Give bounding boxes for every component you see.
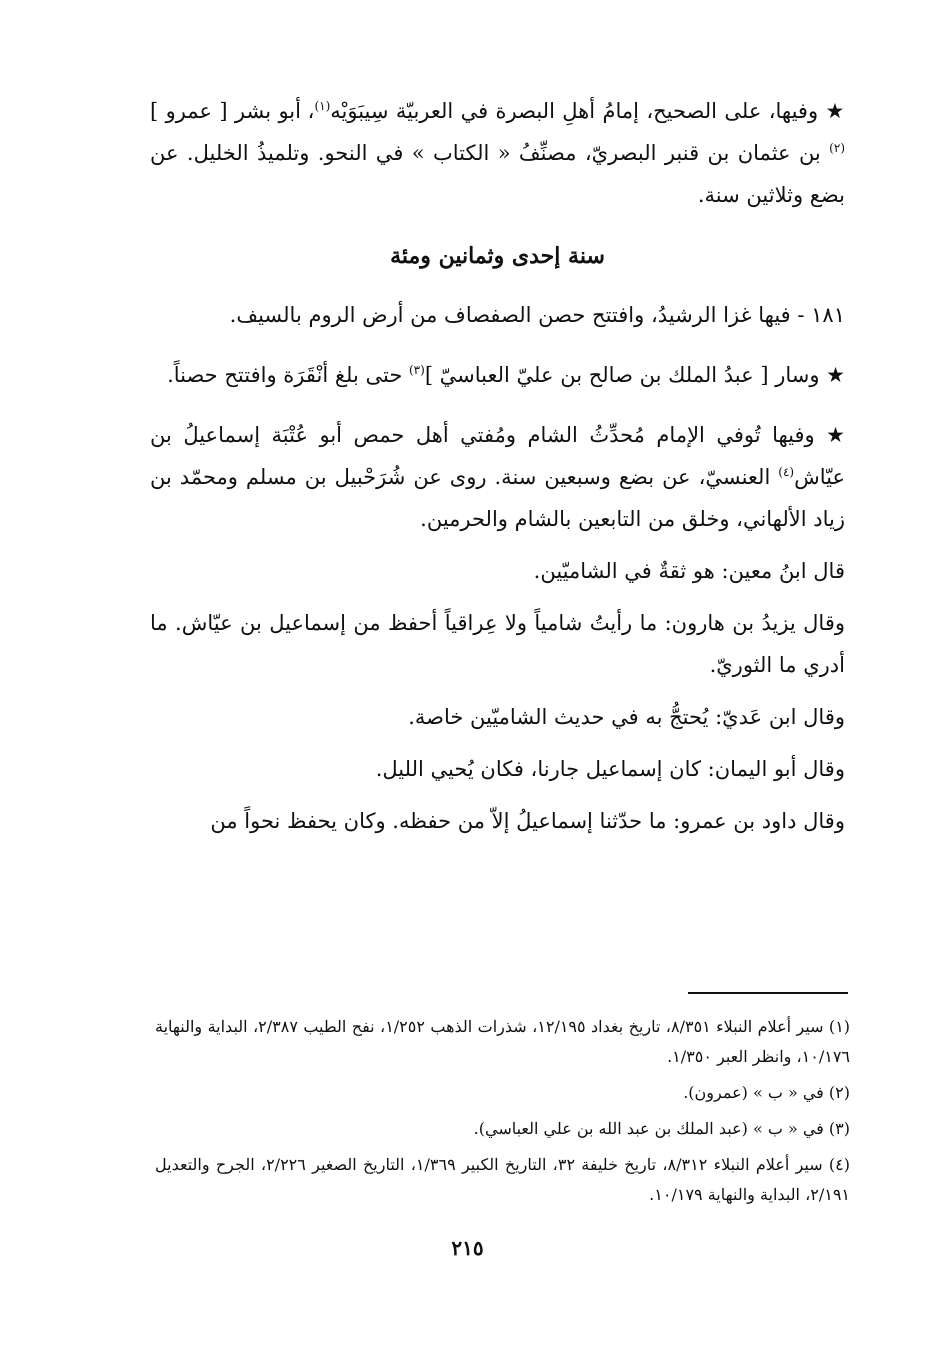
main-text	[150, 90, 845, 842]
footnote-divider	[688, 992, 848, 994]
quote-ibn-adi: وقال ابن عَديّ: يُحتجُّ به في حديث الشاميّين خاصة.	[408, 705, 845, 729]
paragraph-ismail	[150, 414, 845, 540]
footnote-ref: (٢)	[829, 141, 845, 155]
footnote-2: (٢) في « ب » (عمرون).	[683, 1083, 850, 1102]
text: حتى بلغ أنْقَرَة وافتتح حصناً.	[167, 363, 409, 387]
paragraph-sibawayh	[150, 90, 845, 216]
section-heading: سنة إحدى وثمانين ومئة	[390, 243, 605, 269]
footnote-4: (٤) سير أعلام النبلاء ٨/٣١٢، تاريخ خليفة ٣٢، التاريخ الكبير ١/٣٦٩، التاريخ الصغير ٢/٢٢٦، الجرح والتعديل ٢/١٩١، البداية والنهاية ١٠/١٧٩.	[155, 1155, 851, 1204]
text: ، أبو بشر [ عمرو ]	[150, 99, 315, 123]
footnote-3: (٣) في « ب » (عبد الملك بن عبد الله بن علي العباسي).	[473, 1119, 850, 1138]
footnote-ref: (٣)	[408, 363, 425, 377]
footnote-ref: (١)	[314, 99, 331, 113]
footnote-ref: (٤)	[778, 465, 795, 479]
text: ★ وفيها تُوفي الإمام مُحدِّثُ الشام ومُفتي أهل حمص أبو عُتْبَة إسماعيلُ بن عيّاش	[150, 423, 845, 489]
text: ★ وفيها، على الصحيح، إمامُ أهلِ البصرة في العربيّة سِيبَوَيْه	[330, 99, 845, 123]
paragraph-abd-al-malik	[150, 354, 845, 396]
footnotes	[155, 1012, 850, 1216]
text: بن عثمان بن قنبر البصريّ، مصنِّفُ « الكتاب » في النحو. وتلميذُ الخليل. عن بضع وثلاثين سنة.	[150, 141, 845, 207]
quote-dawud: وقال داود بن عمرو: ما حدّثنا إسماعيلُ إلاّ من حفظه. وكان يحفظ نحواً من	[210, 809, 845, 833]
quote-ibn-main: قال ابنُ معين: هو ثقةٌ في الشاميّين.	[533, 559, 845, 583]
quote-yazid: وقال يزيدُ بن هارون: ما رأيتُ شامياً ولا عِراقياً أحفظ من إسماعيل بن عيّاش. ما أدري ما الثوريّ.	[150, 611, 845, 677]
paragraph-181: ١٨١ - فيها غزا الرشيدُ، وافتتح حصن الصفصاف من أرض الروم بالسيف.	[229, 303, 845, 327]
text: العنسيّ، عن بضع وسبعين سنة. روى عن شُرَحْبيل بن مسلم ومحمّد بن زياد الألهاني، وخلق من التابعين بالشام والحرمين.	[150, 465, 845, 531]
page-number: ٢١٥	[451, 1236, 484, 1260]
text: ★ وسار [ عبدُ الملك بن صالح بن عليّ العباسيّ ]	[424, 363, 845, 387]
quote-abu-al-yaman: وقال أبو اليمان: كان إسماعيل جارنا، فكان يُحيي الليل.	[375, 757, 845, 781]
footnote-1: (١) سير أعلام النبلاء ٨/٣٥١، تاريخ بغداد ١٢/١٩٥، شذرات الذهب ١/٢٥٢، نفح الطيب ٢/٣٨٧، البداية والنهاية ١٠/١٧٦، وانظر العبر ١/٣٥٠.	[155, 1017, 851, 1066]
